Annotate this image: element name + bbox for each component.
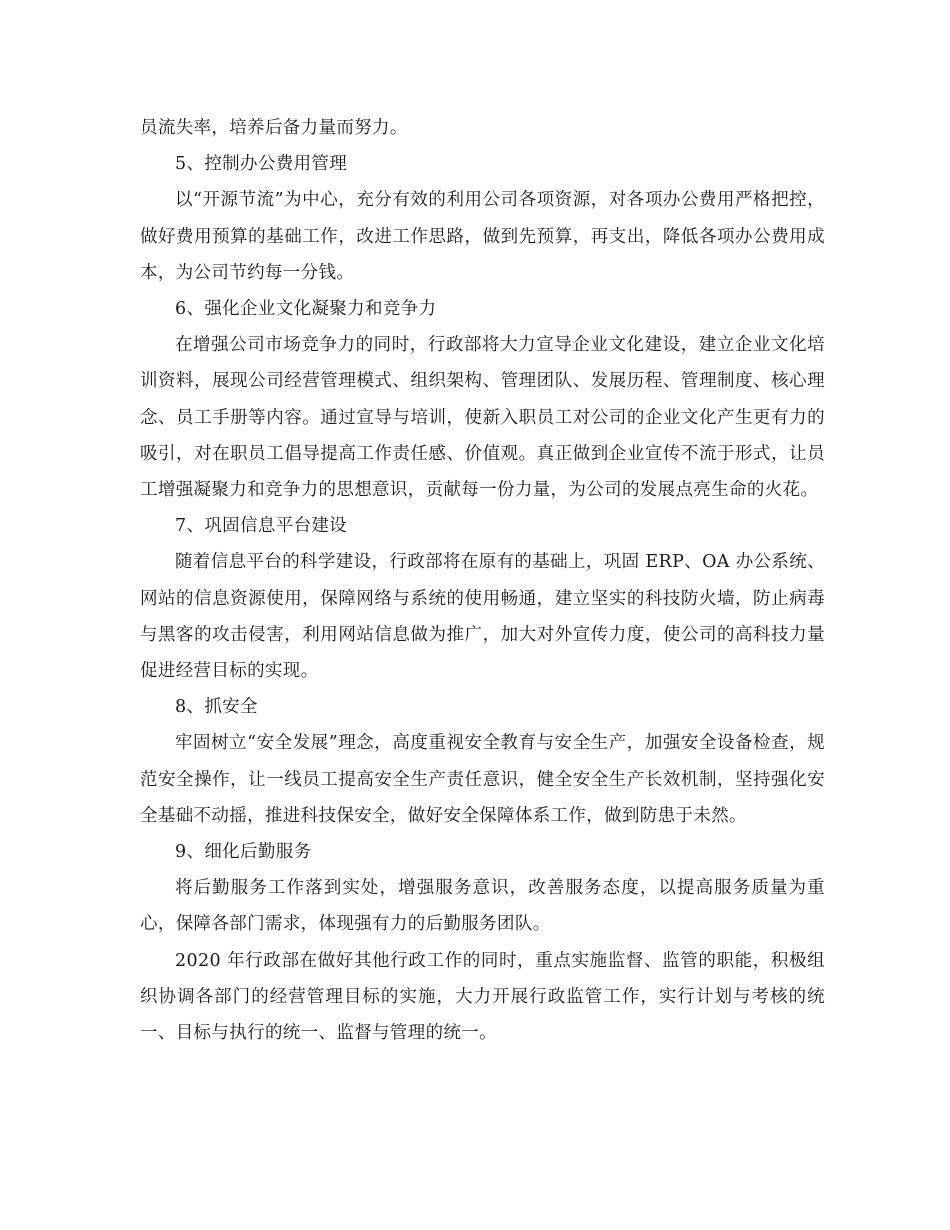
paragraph-information-platform: 随着信息平台的科学建设，行政部将在原有的基础上，巩固 ERP、OA 办公系统、网站的信息资源使用，保障网络与系统的使用畅通，建立坚实的科技防火墙，防止病毒与黑客的攻击侵害，利用网站信息做为推广，加大对外宣传力度，使公司的高科技力量促进经营目标的实现。 — [140, 552, 825, 682]
section-heading-8: 8、抓安全 — [175, 697, 258, 718]
paragraph-logistics: 将后勤服务工作落到实处，增强服务意识，改善服务态度，以提高服务质量为重心，保障各部门需求，体现强有力的后勤服务团队。 — [140, 878, 825, 935]
document-body — [140, 110, 825, 1051]
paragraph-corporate-culture: 在增强公司市场竞争力的同时，行政部将大力宣导企业文化建设，建立企业文化培训资料，展现公司经营管理模式、组织架构、管理团队、发展历程、管理制度、核心理念、员工手册等内容。通过宣导与培训，使新入职员工对公司的企业文化产生更有力的吸引，对在职员工倡导提高工作责任感、价值观。真正做到企业宣传不流于形式，让员工增强凝聚力和竞争力的思想意识，贡献每一份力量，为公司的发展点亮生命的火花。 — [140, 335, 825, 501]
section-heading-9: 9、细化后勤服务 — [175, 842, 312, 863]
paragraph-summary-2020: 2020 年行政部在做好其他行政工作的同时，重点实施监督、监管的职能，积极组织协调各部门的经营管理目标的实施，大力开展行政监管工作，实行计划与考核的统一、目标与执行的统一、监督与管理的统一。 — [140, 950, 825, 1044]
section-heading-5: 5、控制办公费用管理 — [175, 154, 348, 175]
section-heading-6: 6、强化企业文化凝聚力和竞争力 — [175, 299, 437, 320]
section-heading-7: 7、巩固信息平台建设 — [175, 516, 348, 537]
paragraph-office-costs: 以“开源节流”为中心，充分有效的利用公司各项资源，对各项办公费用严格把控，做好费用预算的基础工作，改进工作思路，做到先预算，再支出，降低各项办公费用成本，为公司节约每一分钱。 — [140, 190, 825, 283]
paragraph-continuation: 员流失率，培养后备力量而努力。 — [140, 118, 408, 138]
paragraph-safety: 牢固树立“安全发展”理念，高度重视安全教育与安全生产，加强安全设备检查，规范安全操作，让一线员工提高安全生产责任意识，健全安全生产长效机制，坚持强化安全基础不动摇，推进科技保安全，做好安全保障体系工作，做到防患于未然。 — [140, 733, 825, 826]
